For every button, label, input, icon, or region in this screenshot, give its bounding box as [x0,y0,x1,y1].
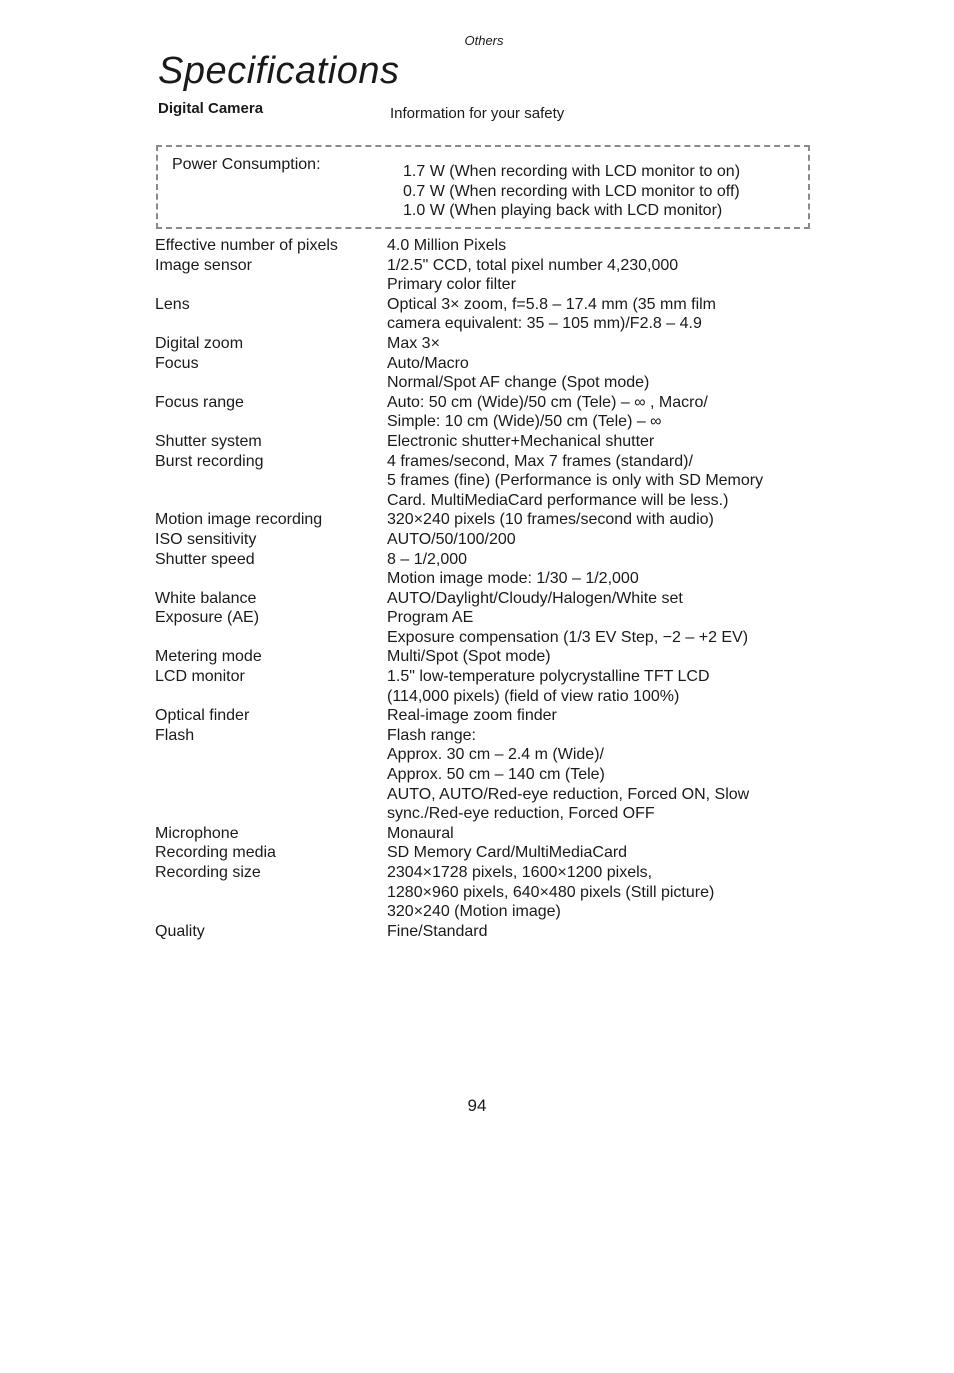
spec-value [387,334,835,354]
spec-label: Image sensor [155,256,252,274]
spec-label: Metering mode [155,648,262,666]
spec-row [155,589,835,609]
page-number: 94 [467,1096,487,1115]
spec-value-line: Real-image zoom finder [387,707,557,725]
spec-value-line: Optical 3× zoom, f=5.8 – 17.4 mm (35 mm film [387,295,717,313]
spec-value-line: (114,000 pixels) (field of view ratio 100%) [387,687,680,705]
spec-row [155,706,835,726]
spec-value-line: Exposure compensation (1/3 EV Step, −2 – +2 EV) [387,628,749,646]
spec-label: Effective number of pixels [155,237,338,254]
spec-value [387,726,835,824]
spec-value-line: Monaural [387,824,454,842]
spec-label: Recording size [155,864,261,881]
spec-value-line: Auto: 50 cm (Wide)/50 cm (Tele) – ∞ , Macro/ [387,393,708,411]
spec-label: Motion image recording [155,511,323,529]
power-value: 1.7 W (When recording with LCD monitor to on) [403,163,741,180]
spec-value-line: Program AE [387,609,474,627]
spec-value [387,510,835,530]
spec-value [387,530,835,550]
spec-row [155,393,835,432]
power-value: 0.7 W (When recording with LCD monitor to off) [403,182,740,200]
spec-label: Lens [155,295,190,313]
spec-label: Burst recording [155,452,264,470]
spec-value [387,295,835,334]
power-consumption-label: Power Consumption: [172,156,321,173]
spec-value-line: SD Memory Card/MultiMediaCard [387,844,628,862]
spec-value-line: sync./Red-eye reduction, Forced OFF [387,805,655,823]
spec-value-line: Normal/Spot AF change (Spot mode) [387,374,650,392]
spec-row [155,354,835,393]
spec-row [155,432,835,452]
spec-value-line: 320×240 pixels (10 frames/second with audio) [387,511,714,529]
spec-label: LCD monitor [155,668,245,686]
spec-row [155,550,835,589]
spec-value [387,647,835,667]
spec-label: Exposure (AE) [155,609,260,627]
specifications-table [155,236,835,941]
spec-label: Focus range [155,393,244,411]
spec-value-line: Card. MultiMediaCard performance will be less.) [387,491,729,509]
spec-label: Recording media [155,844,276,862]
spec-row [155,608,835,647]
spec-value-line: 1.5" low-temperature polycrystalline TFT LCD [387,668,710,686]
spec-value-line: Approx. 30 cm – 2.4 m (Wide)/ [387,746,604,764]
spec-label: Optical finder [155,707,250,725]
power-consumption-box [156,145,810,229]
spec-value [387,863,835,922]
spec-value-line: Fine/Standard [387,922,488,940]
spec-row [155,843,835,863]
spec-value [387,608,835,647]
subheading: Digital Camera [158,100,264,117]
spec-value-line: AUTO/Daylight/Cloudy/Halogen/White set [387,589,683,607]
spec-value-line: AUTO, AUTO/Red-eye reduction, Forced ON, Slow [387,785,750,803]
spec-value-line: 4.0 Million Pixels [387,237,507,254]
spec-value-line: 5 frames (fine) (Performance is only with SD Memory [387,472,764,490]
power-value: 1.0 W (When playing back with LCD monitor) [403,202,723,219]
spec-label: Digital zoom [155,334,244,352]
spec-value-line: Multi/Spot (Spot mode) [387,648,551,666]
spec-value-line: Max 3× [387,334,440,352]
section-label: Others [464,33,504,48]
spec-value-line: Primary color filter [387,276,516,294]
spec-value [387,667,835,706]
spec-row [155,452,835,511]
spec-row [155,667,835,706]
spec-value-line: Simple: 10 cm (Wide)/50 cm (Tele) – ∞ [387,413,662,431]
spec-value-line: camera equivalent: 35 – 105 mm)/F2.8 – 4.9 [387,315,702,333]
power-consumption-values [403,162,740,221]
spec-value-line: 1280×960 pixels, 640×480 pixels (Still picture) [387,883,715,901]
spec-row [155,530,835,550]
spec-value-line: Approx. 50 cm – 140 cm (Tele) [387,766,605,784]
spec-value [387,256,835,295]
spec-value [387,354,835,393]
spec-label: ISO sensitivity [155,530,257,548]
spec-row [155,647,835,667]
spec-value [387,922,835,942]
spec-value-line: 1/2.5" CCD, total pixel number 4,230,000 [387,256,679,274]
spec-row [155,256,835,295]
spec-row [155,922,835,942]
spec-row [155,824,835,844]
spec-value [387,550,835,589]
page-title: Specifications [158,50,400,92]
spec-value [387,843,835,863]
spec-label: Focus [155,354,199,372]
spec-value [387,393,835,432]
spec-value-line: AUTO/50/100/200 [387,530,516,548]
spec-value [387,236,835,256]
spec-value-line: Flash range: [387,726,476,744]
spec-label: White balance [155,589,257,607]
spec-row [155,295,835,334]
spec-value-line: 8 – 1/2,000 [387,550,468,568]
spec-value-line: 320×240 (Motion image) [387,903,561,921]
spec-label: Shutter speed [155,550,255,568]
spec-label: Quality [155,922,205,940]
spec-value [387,706,835,726]
safety-note: Information for your safety [390,105,565,122]
spec-value-line: Electronic shutter+Mechanical shutter [387,432,655,450]
spec-row [155,334,835,354]
spec-row [155,510,835,530]
spec-value [387,824,835,844]
spec-value-line: Motion image mode: 1/30 – 1/2,000 [387,570,639,588]
spec-value-line: Auto/Macro [387,354,469,372]
spec-label: Shutter system [155,432,262,450]
spec-label: Microphone [155,824,239,842]
spec-row [155,863,835,922]
spec-value-line: 2304×1728 pixels, 1600×1200 pixels, [387,864,653,881]
spec-row [155,236,835,256]
spec-row [155,726,835,824]
spec-label: Flash [155,726,195,744]
spec-value [387,589,835,609]
spec-value [387,432,835,452]
spec-value-line: 4 frames/second, Max 7 frames (standard)/ [387,452,693,470]
spec-value [387,452,835,511]
